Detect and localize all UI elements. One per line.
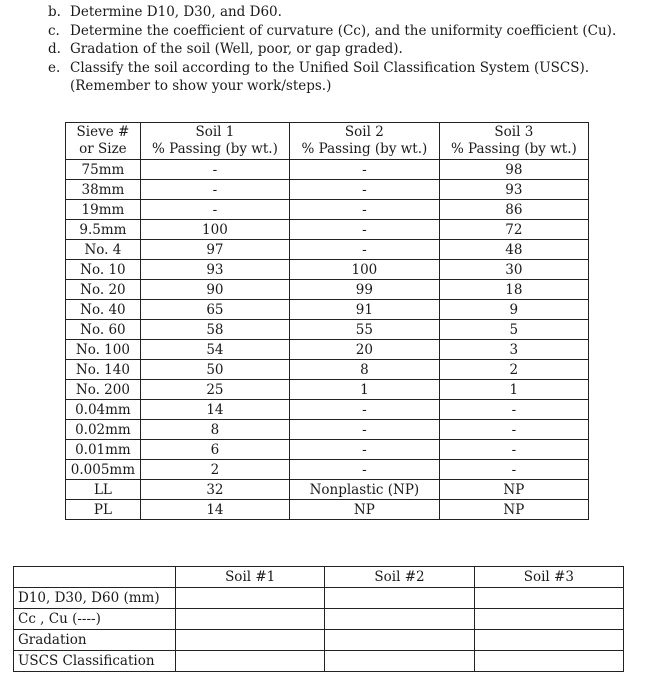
percent-passing-cell: 86	[439, 200, 588, 220]
question-text: Gradation of the soil (Well, poor, or gap graded).	[70, 41, 403, 57]
percent-passing-cell: -	[290, 160, 440, 180]
table-row	[66, 420, 589, 440]
question-text: Determine the coefficient of curvature (Cc), and the uniformity coefficient (Cu).	[70, 22, 617, 39]
percent-passing-cell: -	[290, 240, 440, 260]
percent-passing-cell: NP	[290, 500, 440, 520]
answer-cell	[474, 609, 623, 630]
answer-cell	[325, 630, 474, 651]
percent-passing-cell: 48	[439, 240, 588, 260]
sieve-size-cell: LL	[66, 480, 141, 500]
sieve-size-cell: No. 4	[66, 240, 141, 260]
header-line: % Passing (by wt.)	[450, 141, 577, 157]
table-row	[66, 320, 589, 340]
results-summary-table	[13, 566, 624, 672]
percent-passing-cell: 2	[140, 460, 289, 480]
percent-passing-cell: 8	[140, 420, 289, 440]
percent-passing-cell: 1	[290, 380, 440, 400]
question-letter: b.	[48, 4, 61, 20]
question-text: Classify the soil according to the Unified Soil Classification System (USCS).	[70, 59, 590, 76]
column-header: Soil #3	[474, 567, 623, 588]
sieve-size-cell: 9.5mm	[66, 220, 141, 240]
question-b	[48, 3, 638, 22]
percent-passing-cell: -	[140, 160, 289, 180]
table-row	[66, 340, 589, 360]
table-row	[14, 609, 624, 630]
percent-passing-cell: -	[290, 400, 440, 420]
table-row	[66, 200, 589, 220]
percent-passing-cell: 58	[140, 320, 289, 340]
percent-passing-cell: 100	[290, 260, 440, 280]
column-header	[140, 123, 289, 160]
table-row	[66, 500, 589, 520]
percent-passing-cell: 100	[140, 220, 289, 240]
sieve-size-cell: No. 100	[66, 340, 141, 360]
percent-passing-cell: 18	[439, 280, 588, 300]
table-row	[14, 630, 624, 651]
header-line: or Size	[79, 141, 127, 157]
table-row	[66, 240, 589, 260]
sieve-size-cell: 0.005mm	[66, 460, 141, 480]
percent-passing-cell: 9	[439, 300, 588, 320]
sieve-size-cell: 0.01mm	[66, 440, 141, 460]
answer-cell	[176, 588, 325, 609]
answer-cell	[474, 651, 623, 672]
percent-passing-cell: -	[290, 180, 440, 200]
table-row	[66, 280, 589, 300]
percent-passing-cell: -	[140, 200, 289, 220]
percent-passing-cell: -	[290, 200, 440, 220]
percent-passing-cell: 8	[290, 360, 440, 380]
percent-passing-cell: 25	[140, 380, 289, 400]
percent-passing-cell: 93	[140, 260, 289, 280]
sieve-size-cell: No. 60	[66, 320, 141, 340]
sieve-size-cell: No. 40	[66, 300, 141, 320]
percent-passing-cell: -	[140, 180, 289, 200]
percent-passing-cell: NP	[439, 480, 588, 500]
sieve-size-cell: No. 10	[66, 260, 141, 280]
sieve-size-cell: 19mm	[66, 200, 141, 220]
answer-cell	[176, 609, 325, 630]
question-letter: e.	[48, 59, 61, 76]
answer-cell	[325, 588, 474, 609]
percent-passing-cell: -	[439, 400, 588, 420]
header-line: Soil 1	[195, 124, 235, 140]
table-row	[14, 588, 624, 609]
answer-cell	[176, 630, 325, 651]
sieve-size-cell: 38mm	[66, 180, 141, 200]
question-list	[48, 3, 638, 96]
percent-passing-cell: 3	[439, 340, 588, 360]
sieve-size-cell: No. 200	[66, 380, 141, 400]
table-row	[66, 380, 589, 400]
percent-passing-cell: -	[439, 440, 588, 460]
row-label: D10, D30, D60 (mm)	[14, 588, 176, 609]
percent-passing-cell: -	[290, 420, 440, 440]
table-header-row	[66, 123, 589, 160]
header-line: % Passing (by wt.)	[301, 141, 428, 157]
percent-passing-cell: 5	[439, 320, 588, 340]
question-letter: c.	[48, 22, 60, 39]
percent-passing-cell: 91	[290, 300, 440, 320]
question-letter: d.	[48, 41, 61, 57]
sieve-table-body	[66, 160, 589, 520]
percent-passing-cell: -	[290, 440, 440, 460]
column-header	[439, 123, 588, 160]
row-label: Gradation	[14, 630, 176, 651]
answer-cell	[325, 651, 474, 672]
answer-cell	[474, 630, 623, 651]
percent-passing-cell: 14	[140, 500, 289, 520]
table-row	[66, 220, 589, 240]
percent-passing-cell: 65	[140, 300, 289, 320]
table-row	[66, 460, 589, 480]
table-row	[66, 360, 589, 380]
percent-passing-cell: 30	[439, 260, 588, 280]
percent-passing-cell: 20	[290, 340, 440, 360]
percent-passing-cell: 14	[140, 400, 289, 420]
column-header	[14, 567, 176, 588]
table-row	[66, 160, 589, 180]
table-header-row	[14, 567, 624, 588]
sieve-size-cell: 0.04mm	[66, 400, 141, 420]
table-row	[66, 440, 589, 460]
percent-passing-cell: 1	[439, 380, 588, 400]
column-header: Soil #2	[325, 567, 474, 588]
percent-passing-cell: 54	[140, 340, 289, 360]
table-row	[66, 300, 589, 320]
column-header: Soil #1	[176, 567, 325, 588]
summary-table-body	[14, 588, 624, 672]
percent-passing-cell: 97	[140, 240, 289, 260]
table-row	[66, 180, 589, 200]
question-text: Determine D10, D30, and D60.	[70, 4, 282, 20]
row-label: USCS Classification	[14, 651, 176, 672]
header-line: Soil 3	[494, 124, 534, 140]
answer-cell	[325, 609, 474, 630]
header-line: Soil 2	[344, 124, 384, 140]
percent-passing-cell: 90	[140, 280, 289, 300]
question-e	[48, 59, 638, 78]
percent-passing-cell: 32	[140, 480, 289, 500]
percent-passing-cell: NP	[439, 500, 588, 520]
percent-passing-cell: 55	[290, 320, 440, 340]
column-header	[290, 123, 440, 160]
question-d	[48, 40, 638, 59]
percent-passing-cell: -	[290, 460, 440, 480]
table-row	[14, 651, 624, 672]
answer-cell	[474, 588, 623, 609]
percent-passing-cell: -	[290, 220, 440, 240]
answer-cell	[176, 651, 325, 672]
question-e-continuation: (Remember to show your work/steps.)	[70, 78, 332, 94]
sieve-size-cell: 75mm	[66, 160, 141, 180]
table-row	[66, 400, 589, 420]
sieve-analysis-table	[65, 122, 589, 520]
table-row	[66, 480, 589, 500]
percent-passing-cell: 72	[439, 220, 588, 240]
sieve-size-cell: 0.02mm	[66, 420, 141, 440]
header-line: % Passing (by wt.)	[152, 141, 278, 157]
sieve-size-cell: No. 20	[66, 280, 141, 300]
percent-passing-cell: -	[439, 460, 588, 480]
percent-passing-cell: 93	[439, 180, 588, 200]
percent-passing-cell: 50	[140, 360, 289, 380]
percent-passing-cell: 2	[439, 360, 588, 380]
percent-passing-cell: 6	[140, 440, 289, 460]
table-row	[66, 260, 589, 280]
row-label: Cc , Cu (----)	[14, 609, 176, 630]
percent-passing-cell: -	[439, 420, 588, 440]
question-c	[48, 22, 638, 41]
column-header	[66, 123, 141, 160]
sieve-size-cell: No. 140	[66, 360, 141, 380]
sieve-size-cell: PL	[66, 500, 141, 520]
percent-passing-cell: 98	[439, 160, 588, 180]
percent-passing-cell: Nonplastic (NP)	[290, 480, 440, 500]
percent-passing-cell: 99	[290, 280, 440, 300]
header-line: Sieve #	[76, 124, 130, 140]
